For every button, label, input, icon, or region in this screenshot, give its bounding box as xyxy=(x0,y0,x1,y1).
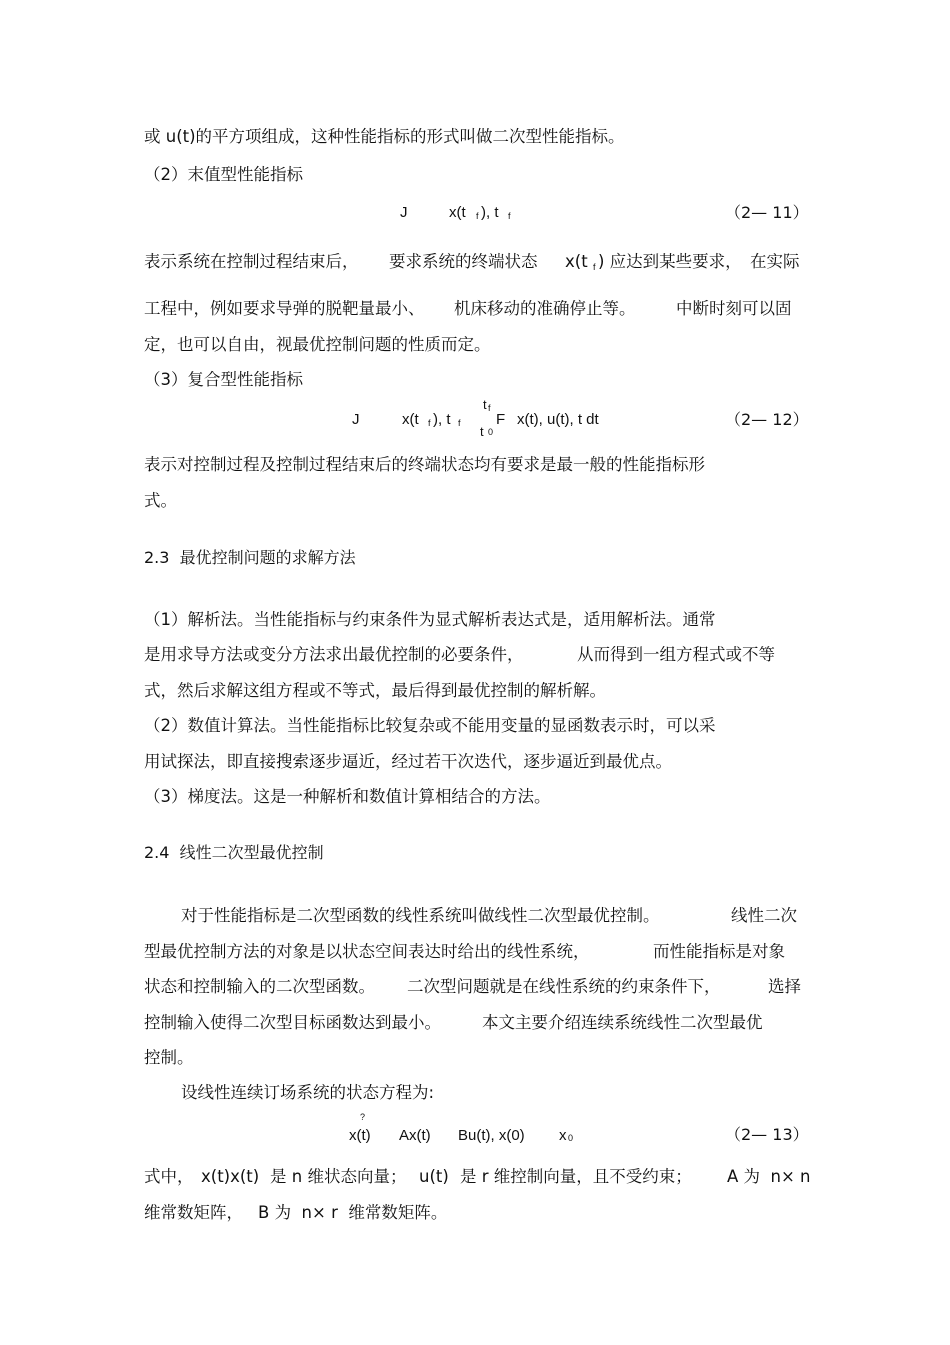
text-line: 设线性连续订场系统的状态方程为: xyxy=(181,1083,435,1102)
eq-term: x(t xyxy=(449,204,466,221)
section-heading: 2.3 最优控制问题的求解方法 xyxy=(144,548,356,567)
eq-term: x(t) xyxy=(349,1127,371,1144)
text-segment: 型最优控制方法的对象是以状态空间表达时给出的线性系统， xyxy=(144,942,590,961)
text-segment: 中断时刻可以固 xyxy=(676,299,792,318)
text-segment: 机床移动的准确停止等。 xyxy=(454,299,636,318)
eq-subscript: f xyxy=(508,211,511,221)
eq-term: Ax(t) xyxy=(399,1127,431,1144)
text-segment: 维常数矩阵， xyxy=(144,1203,243,1222)
equation-number: （2— 12） xyxy=(725,410,809,429)
text-segment: 是用求导方法或变分方法求出最优控制的必要条件， xyxy=(144,645,524,664)
text-line: （2）数值计算法。当性能指标比较复杂或不能用变量的显函数表示时，可以采 xyxy=(144,716,716,735)
eq-term: x(t xyxy=(402,411,419,428)
integral-upper-limit: t xyxy=(483,397,487,412)
integral-lower-limit: t xyxy=(480,424,484,439)
text-line: 式。 xyxy=(144,491,177,510)
eq-subscript: f xyxy=(428,418,431,428)
eq-term: Bu(t), x(0) xyxy=(458,1127,525,1144)
text-segment: 而性能指标是对象 xyxy=(653,942,785,961)
eq-subscript: f xyxy=(458,418,461,428)
text-segment: 是 n 维状态向量； xyxy=(270,1167,407,1186)
text-segment: 式中， xyxy=(144,1167,194,1186)
eq-subscript: f xyxy=(593,262,596,272)
text-line: 表示对控制过程及控制过程结束后的终端状态均有要求是最一般的性能指标形 xyxy=(144,455,705,474)
text-segment: 状态和控制输入的二次型函数。 xyxy=(144,977,375,996)
text-line: （3）梯度法。这是一种解析和数值计算相结合的方法。 xyxy=(144,787,551,806)
text-line: 控制。 xyxy=(144,1048,194,1067)
eq-subscript: 0 xyxy=(488,427,494,437)
eq-subscript: 0 xyxy=(568,1133,574,1143)
eq-symbol-J: J xyxy=(400,204,408,221)
text-segment: ) 应达到某些要求， xyxy=(598,252,742,271)
text-segment: 选择 xyxy=(768,977,801,996)
eq-term: x xyxy=(559,1127,567,1144)
text-segment: 要求系统的终端状态 xyxy=(389,252,538,271)
text-line: 或 u(t)的平方项组成，这种性能指标的形式叫做二次型性能指标。 xyxy=(144,127,625,146)
eq-subscript: f xyxy=(476,211,479,221)
text-segment: 控制输入使得二次型目标函数达到最小。 xyxy=(144,1013,441,1032)
text-segment: u(t) xyxy=(419,1167,449,1186)
text-segment: x(t xyxy=(565,252,588,271)
section-heading: 2.4 线性二次型最优控制 xyxy=(144,843,324,862)
item-title: （3）复合型性能指标 xyxy=(144,370,303,389)
text-segment: A 为 n× n xyxy=(727,1167,811,1186)
text-line: （1）解析法。当性能指标与约束条件为显式解析表达式是，适用解析法。通常 xyxy=(144,610,716,629)
text-line: 用试探法，即直接搜索逐步逼近，经过若干次迭代，逐步逼近到最优点。 xyxy=(144,752,672,771)
text-segment: 二次型问题就是在线性系统的约束条件下， xyxy=(407,977,721,996)
text-segment: B 为 n× r 维常数矩阵。 xyxy=(258,1203,448,1222)
text-line: 定，也可以自由，视最优控制问题的性质而定。 xyxy=(144,335,491,354)
text-segment: 线性二次 xyxy=(731,906,797,925)
text-segment: 从而得到一组方程式或不等 xyxy=(577,645,775,664)
eq-term: ), t xyxy=(433,411,451,428)
text-line: 式，然后求解这组方程或不等式，最后得到最优控制的解析解。 xyxy=(144,681,606,700)
eq-dot-marker: ? xyxy=(360,1112,366,1122)
eq-subscript: f xyxy=(488,403,491,413)
text-segment: 工程中，例如要求导弹的脱靶量最小、 xyxy=(144,299,425,318)
equation-number: （2— 13） xyxy=(725,1125,809,1144)
text-segment: 表示系统在控制过程结束后， xyxy=(144,252,359,271)
text-segment: 是 r 维控制向量，且不受约束； xyxy=(460,1167,692,1186)
eq-term: ), t xyxy=(481,204,499,221)
text-segment: 本文主要介绍连续系统线性二次型最优 xyxy=(482,1013,763,1032)
eq-term: x(t), u(t), t dt xyxy=(517,411,599,428)
eq-symbol-J: J xyxy=(352,411,360,428)
eq-symbol-F: F xyxy=(496,411,506,428)
text-segment: 在实际 xyxy=(750,252,800,271)
text-segment: x(t)x(t) xyxy=(201,1167,260,1186)
equation-number: （2— 11） xyxy=(725,203,809,222)
item-title: （2）末值型性能指标 xyxy=(144,165,303,184)
text-segment: 对于性能指标是二次型函数的线性系统叫做线性二次型最优控制。 xyxy=(181,906,660,925)
